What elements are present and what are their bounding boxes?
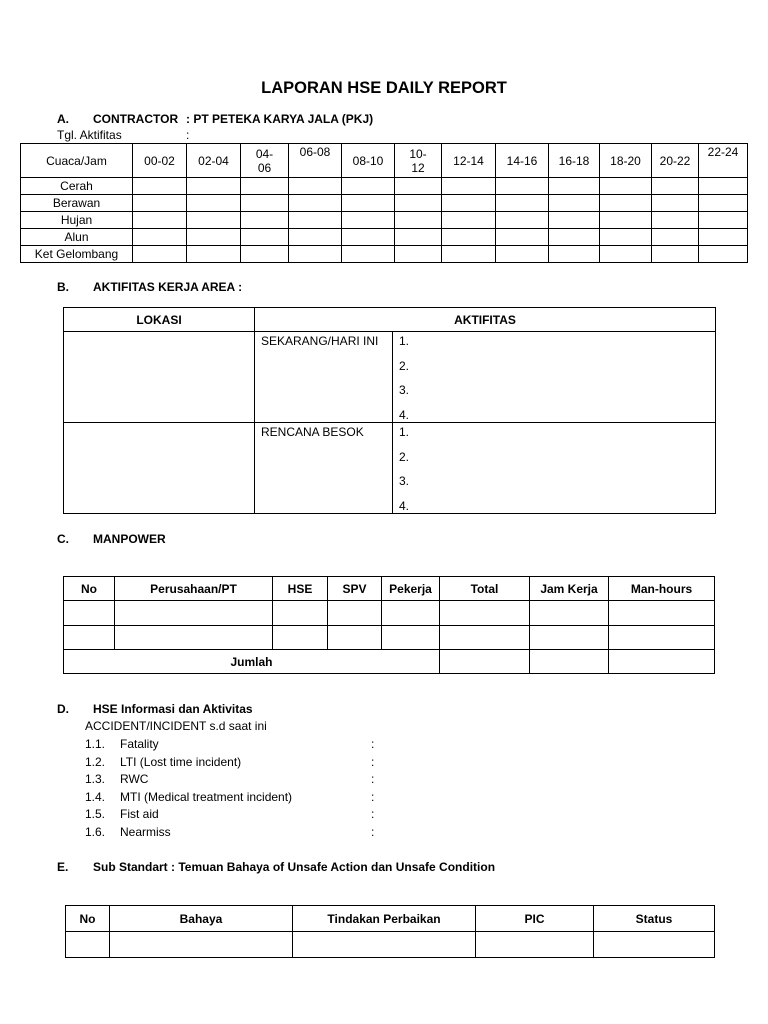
- weather-cell: [187, 246, 241, 263]
- today-item-number: 1.: [399, 334, 410, 348]
- tgl-aktifitas-label: Tgl. Aktifitas: [57, 128, 122, 142]
- weather-cell: [442, 246, 496, 263]
- hazard-header-row: [66, 906, 715, 932]
- incident-item-label: Fist aid: [120, 807, 159, 822]
- weather-cell: [699, 246, 748, 263]
- tomorrow-label: RENCANA BESOK: [255, 423, 393, 514]
- incident-item-label: MTI (Medical treatment incident): [120, 789, 293, 804]
- weather-cell: [699, 229, 748, 246]
- hazard-header-no: No: [66, 906, 110, 932]
- weather-cell: [187, 212, 241, 229]
- weather-cell: [133, 246, 187, 263]
- weather-row-label: Hujan: [21, 212, 133, 229]
- weather-cell: [133, 178, 187, 195]
- time-slot-header: 02-04: [187, 144, 241, 178]
- weather-cell: [442, 229, 496, 246]
- weather-cell: [600, 195, 652, 212]
- manpower-cell: [115, 626, 273, 650]
- tomorrow-item-number: 1.: [399, 425, 410, 439]
- weather-cell: [289, 178, 342, 195]
- incident-item-colon: :: [371, 754, 375, 769]
- table-row: [21, 178, 748, 195]
- today-label: SEKARANG/HARI INI: [255, 332, 393, 423]
- weather-row-label: Ket Gelombang: [21, 246, 133, 263]
- manpower-cell: [273, 626, 328, 650]
- incident-item-colon: :: [371, 807, 375, 822]
- weather-cell: [600, 212, 652, 229]
- weather-cell: [241, 212, 289, 229]
- incident-item-colon: :: [371, 825, 375, 839]
- weather-cell: [442, 212, 496, 229]
- manpower-cell: [440, 601, 530, 626]
- weather-cell: [342, 195, 395, 212]
- weather-cell: [652, 178, 699, 195]
- weather-cell: [442, 178, 496, 195]
- weather-header-row: [21, 144, 748, 178]
- incident-item-number: 1.2.: [85, 754, 106, 769]
- manpower-cell: [609, 626, 715, 650]
- hazard-cell: [476, 932, 594, 958]
- manpower-header-row: [64, 577, 715, 601]
- manpower-table: [63, 576, 715, 674]
- weather-cell: [187, 229, 241, 246]
- incident-item-colon: :: [371, 737, 375, 751]
- hazard-table: [65, 905, 715, 958]
- time-slot-header: 06-08: [289, 144, 342, 178]
- hazard-header-status: Status: [594, 906, 715, 932]
- weather-cell: [395, 229, 442, 246]
- weather-cell: [289, 246, 342, 263]
- incident-item-number: 1.1.: [85, 737, 106, 751]
- manpower-header-spv: SPV: [328, 577, 382, 601]
- jumlah-man-hours-cell: [609, 650, 715, 674]
- hazard-cell: [293, 932, 476, 958]
- weather-cell: [600, 246, 652, 263]
- time-slot-header: 04- 06: [241, 144, 289, 178]
- incident-item-number: 1.4.: [85, 789, 106, 804]
- weather-cell: [395, 212, 442, 229]
- weather-cell: [187, 178, 241, 195]
- activity-table: [63, 307, 716, 514]
- manpower-cell: [609, 601, 715, 626]
- weather-cell: [496, 246, 549, 263]
- manpower-cell: [328, 601, 382, 626]
- time-slot-header: 08-10: [342, 144, 395, 178]
- report-title: LAPORAN HSE DAILY REPORT: [261, 79, 507, 97]
- weather-cell: [699, 212, 748, 229]
- weather-cell: [133, 212, 187, 229]
- manpower-cell: [440, 626, 530, 650]
- weather-cell: [289, 212, 342, 229]
- weather-cell: [496, 229, 549, 246]
- time-slot-header: 16-18: [549, 144, 600, 178]
- tomorrow-activities: [393, 423, 716, 514]
- time-slot-header: 22-24: [699, 144, 748, 178]
- manpower-header-no: No: [64, 577, 115, 601]
- contractor-label: CONTRACTOR: [93, 112, 179, 126]
- weather-cell: [699, 178, 748, 195]
- weather-cell: [395, 195, 442, 212]
- manpower-header-jam-kerja: Jam Kerja: [530, 577, 609, 601]
- hazard-cell: [594, 932, 715, 958]
- lokasi-cell-tomorrow: [64, 423, 255, 514]
- section-c-letter: C.: [57, 532, 69, 546]
- weather-row-label: Berawan: [21, 195, 133, 212]
- tomorrow-item-number: 2.: [399, 449, 410, 464]
- manpower-header-hse: HSE: [273, 577, 328, 601]
- weather-cell: [342, 212, 395, 229]
- manpower-header-man-hours: Man-hours: [609, 577, 715, 601]
- manpower-cell: [64, 626, 115, 650]
- table-row: [21, 212, 748, 229]
- table-row: [66, 932, 715, 958]
- manpower-cell: [64, 601, 115, 626]
- weather-row-label: Alun: [21, 229, 133, 246]
- tomorrow-item-number: 4.: [399, 498, 410, 513]
- weather-cell: [600, 178, 652, 195]
- section-b-heading: AKTIFITAS KERJA AREA :: [93, 280, 243, 294]
- time-slot-header: 10- 12: [395, 144, 442, 178]
- weather-cell: [241, 229, 289, 246]
- manpower-cell: [382, 626, 440, 650]
- jumlah-jam-kerja-cell: [530, 650, 609, 674]
- manpower-header-perusahaan: Perusahaan/PT: [115, 577, 273, 601]
- weather-cell: [133, 229, 187, 246]
- section-c-heading: MANPOWER: [93, 532, 166, 546]
- contractor-value: : PT PETEKA KARYA JALA (PKJ): [186, 112, 374, 126]
- manpower-cell: [530, 626, 609, 650]
- weather-cell: [133, 195, 187, 212]
- manpower-header-total: Total: [440, 577, 530, 601]
- incident-item-label: Nearmiss: [120, 825, 171, 839]
- hazard-header-pic: PIC: [476, 906, 594, 932]
- section-b-letter: B.: [57, 280, 69, 294]
- today-item-number: 3.: [399, 383, 410, 397]
- weather-cell: [549, 246, 600, 263]
- jumlah-total-cell: [440, 650, 530, 674]
- weather-cell: [241, 195, 289, 212]
- hazard-cell: [66, 932, 110, 958]
- table-row: [21, 195, 748, 212]
- weather-cell: [241, 246, 289, 263]
- today-activities: [393, 332, 716, 423]
- table-row: [64, 626, 715, 650]
- table-row: [21, 229, 748, 246]
- incident-item-label: Fatality: [120, 737, 159, 751]
- time-slot-header: 14-16: [496, 144, 549, 178]
- weather-cell: [442, 195, 496, 212]
- today-item-number: 4.: [399, 407, 410, 422]
- incident-item-number: 1.5.: [85, 807, 106, 822]
- aktifitas-header: AKTIFITAS: [255, 308, 716, 332]
- manpower-cell: [328, 626, 382, 650]
- weather-cell: [652, 212, 699, 229]
- weather-cell: [496, 178, 549, 195]
- weather-cell: [600, 229, 652, 246]
- time-slot-header: 18-20: [600, 144, 652, 178]
- section-d-letter: D.: [57, 702, 69, 716]
- manpower-total-row: [64, 650, 715, 674]
- weather-corner-header: Cuaca/Jam: [21, 144, 133, 178]
- manpower-cell: [530, 601, 609, 626]
- weather-row-label: Cerah: [21, 178, 133, 195]
- manpower-cell: [115, 601, 273, 626]
- incident-item-label: LTI (Lost time incident): [120, 754, 242, 769]
- weather-cell: [652, 246, 699, 263]
- weather-cell: [342, 229, 395, 246]
- time-slot-header: 12-14: [442, 144, 496, 178]
- weather-cell: [496, 195, 549, 212]
- manpower-cell: [273, 601, 328, 626]
- today-item-number: 2.: [399, 358, 410, 373]
- lokasi-header: LOKASI: [64, 308, 255, 332]
- weather-cell: [549, 195, 600, 212]
- weather-cell: [549, 178, 600, 195]
- weather-table: [20, 143, 748, 263]
- section-a-letter: A.: [57, 112, 69, 126]
- hazard-cell: [110, 932, 293, 958]
- weather-cell: [241, 178, 289, 195]
- weather-cell: [496, 212, 549, 229]
- section-d-heading: HSE Informasi dan Aktivitas: [93, 702, 253, 716]
- weather-cell: [549, 229, 600, 246]
- time-slot-header: 00-02: [133, 144, 187, 178]
- incident-item-number: 1.3.: [85, 772, 106, 787]
- table-row: [64, 601, 715, 626]
- incident-item-colon: :: [371, 789, 375, 804]
- table-row: [21, 246, 748, 263]
- manpower-cell: [382, 601, 440, 626]
- tomorrow-item-number: 3.: [399, 474, 410, 488]
- incident-item-label: RWC: [120, 772, 149, 787]
- weather-cell: [549, 212, 600, 229]
- tgl-aktifitas-colon: :: [186, 128, 190, 142]
- section-d-subheading: ACCIDENT/INCIDENT s.d saat ini: [85, 719, 267, 733]
- weather-cell: [395, 178, 442, 195]
- weather-cell: [699, 195, 748, 212]
- manpower-header-pekerja: Pekerja: [382, 577, 440, 601]
- weather-cell: [342, 246, 395, 263]
- jumlah-label: Jumlah: [64, 650, 440, 674]
- weather-cell: [342, 178, 395, 195]
- incident-item-colon: :: [371, 772, 375, 787]
- section-e-heading: Sub Standart : Temuan Bahaya of Unsafe Action dan Unsafe Condition: [93, 860, 496, 874]
- weather-cell: [395, 246, 442, 263]
- hazard-header-tindakan: Tindakan Perbaikan: [293, 906, 476, 932]
- time-slot-header: 20-22: [652, 144, 699, 178]
- weather-cell: [187, 195, 241, 212]
- weather-cell: [289, 195, 342, 212]
- lokasi-cell-today: [64, 332, 255, 423]
- incident-item-number: 1.6.: [85, 825, 106, 839]
- hazard-header-bahaya: Bahaya: [110, 906, 293, 932]
- weather-cell: [652, 229, 699, 246]
- section-e-letter: E.: [57, 860, 69, 874]
- weather-cell: [289, 229, 342, 246]
- weather-cell: [652, 195, 699, 212]
